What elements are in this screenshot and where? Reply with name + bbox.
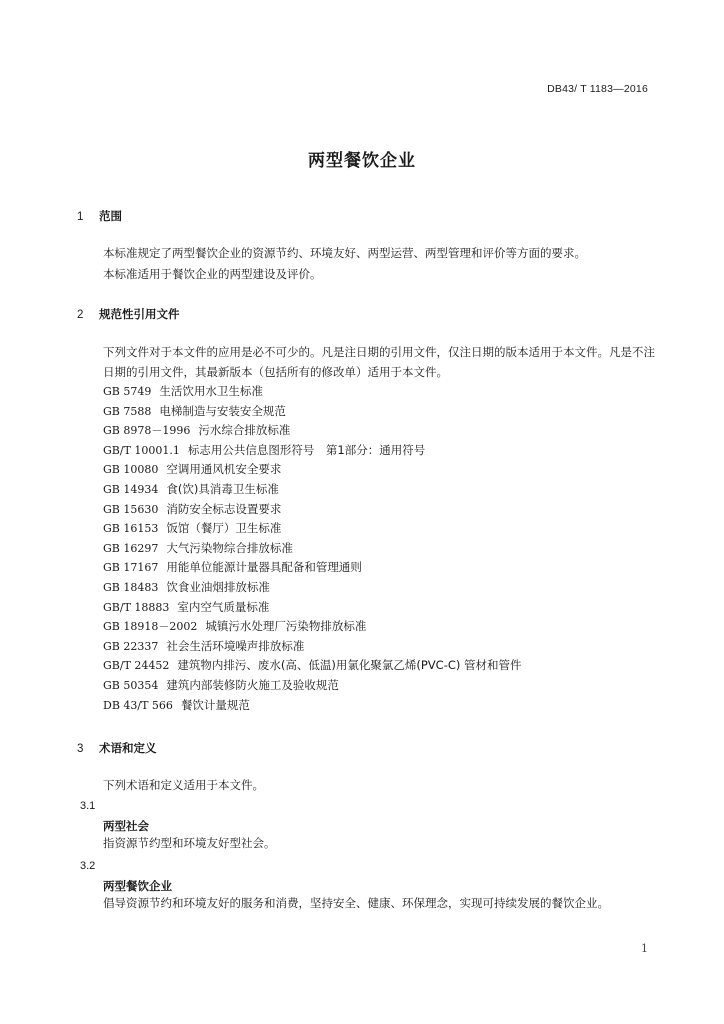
reference-item [103, 500, 522, 520]
reference-name: 饮食业油烟排放标准 [166, 579, 270, 594]
reference-item [103, 558, 522, 578]
reference-item [103, 617, 522, 637]
section-2-intro-text: 下列文件对于本文件的应用是必不可少的。凡是注日期的引用文件，仅注日期的版本适用于本文件。凡是不注日期的引用文件，其最新版本（包括所有的修改单）适用于本文件。 [103, 345, 655, 379]
reference-item [103, 539, 522, 559]
reference-item [103, 480, 522, 500]
document-title: 两型餐饮企业 [308, 151, 416, 171]
clause-number: 3.2 [80, 860, 96, 872]
reference-code: DB 43/T 566 [103, 698, 173, 712]
reference-item [103, 578, 522, 598]
reference-name: 饭馆（餐厅）卫生标准 [166, 521, 282, 536]
section-2-heading [77, 306, 180, 322]
section-number: 1 [77, 211, 84, 223]
reference-code: GB 10080 [103, 463, 159, 477]
reference-item [103, 402, 522, 422]
reference-code: GB 15630 [103, 502, 159, 516]
reference-name: 室内空气质量标准 [177, 599, 270, 614]
section-title: 规范性引用文件 [99, 307, 180, 321]
section-2-intro [80, 343, 660, 382]
reference-code: GB/T 18883 [103, 600, 170, 614]
reference-item [103, 460, 522, 480]
document-code: DB43/ T 1183—2016 [547, 83, 648, 95]
reference-code: GB 5749 [103, 385, 152, 398]
reference-code: GB 8978－1996 [103, 424, 191, 438]
section-3-intro: 下列术语和定义适用于本文件。 [103, 778, 264, 792]
page-number: 1 [641, 942, 648, 955]
reference-name: 用能单位能源计量器具配备和管理通则 [166, 560, 362, 575]
normative-references-list [103, 382, 522, 715]
reference-item [103, 656, 522, 676]
reference-item [103, 676, 522, 696]
reference-item [103, 637, 522, 657]
reference-name: 餐饮计量规范 [180, 697, 250, 712]
term-definition: 倡导资源节约和环境友好的服务和消费，坚持安全、健康、环保理念，实现可持续发展的餐饮企业。 [103, 896, 609, 910]
term-definition: 指资源节约型和环境友好型社会。 [103, 836, 276, 850]
section-number: 3 [77, 743, 84, 755]
term-name: 两型餐饮企业 [103, 879, 172, 893]
reference-name: 城镇污水处理厂污染物排放标准 [205, 619, 367, 634]
reference-item [103, 696, 522, 716]
section-1-paragraph-1: 本标准规定了两型餐饮企业的资源节约、环境友好、两型运营、两型管理和评价等方面的要求。 [103, 246, 586, 260]
reference-code: GB/T 10001.1 [103, 443, 180, 457]
reference-item [103, 441, 522, 461]
section-3-heading [77, 740, 157, 756]
reference-code: GB/T 24452 [103, 659, 170, 673]
section-title: 范围 [99, 209, 122, 223]
section-1-heading [77, 208, 122, 224]
reference-item [103, 421, 522, 441]
reference-name: 标志用公共信息图形符号 第1部分：通用符号 [187, 442, 426, 457]
reference-code: GB 22337 [103, 639, 159, 653]
clause-number: 3.1 [80, 800, 96, 812]
reference-item [103, 382, 522, 402]
reference-code: GB 16153 [103, 522, 159, 536]
reference-code: GB 18918－2002 [103, 620, 198, 634]
reference-code: GB 50354 [103, 678, 159, 692]
reference-name: 污水综合排放标准 [198, 423, 291, 438]
reference-code: GB 7588 [103, 404, 152, 418]
reference-name: 电梯制造与安装安全规范 [159, 403, 286, 418]
reference-name: 建筑物内排污、废水(高、低温)用氯化聚氯乙烯(PVC-C) 管材和管件 [177, 658, 522, 673]
section-number: 2 [77, 309, 84, 321]
reference-code: GB 14934 [103, 482, 159, 496]
reference-name: 社会生活环境噪声排放标准 [166, 638, 305, 653]
reference-name: 建筑内部装修防火施工及验收规范 [166, 677, 339, 692]
reference-code: GB 16297 [103, 541, 159, 555]
reference-name: 大气污染物综合排放标准 [166, 540, 293, 555]
reference-code: GB 18483 [103, 580, 159, 594]
section-title: 术语和定义 [99, 741, 157, 755]
reference-code: GB 17167 [103, 561, 159, 575]
reference-name: 食(饮)具消毒卫生标准 [166, 481, 279, 496]
reference-item [103, 519, 522, 539]
section-1-paragraph-2: 本标准适用于餐饮企业的两型建设及评价。 [103, 267, 322, 281]
reference-name: 空调用通风机安全要求 [166, 462, 282, 477]
reference-item [103, 598, 522, 618]
reference-name: 消防安全标志设置要求 [166, 501, 282, 516]
term-name: 两型社会 [103, 819, 149, 833]
reference-name: 生活饮用水卫生标准 [159, 384, 263, 398]
